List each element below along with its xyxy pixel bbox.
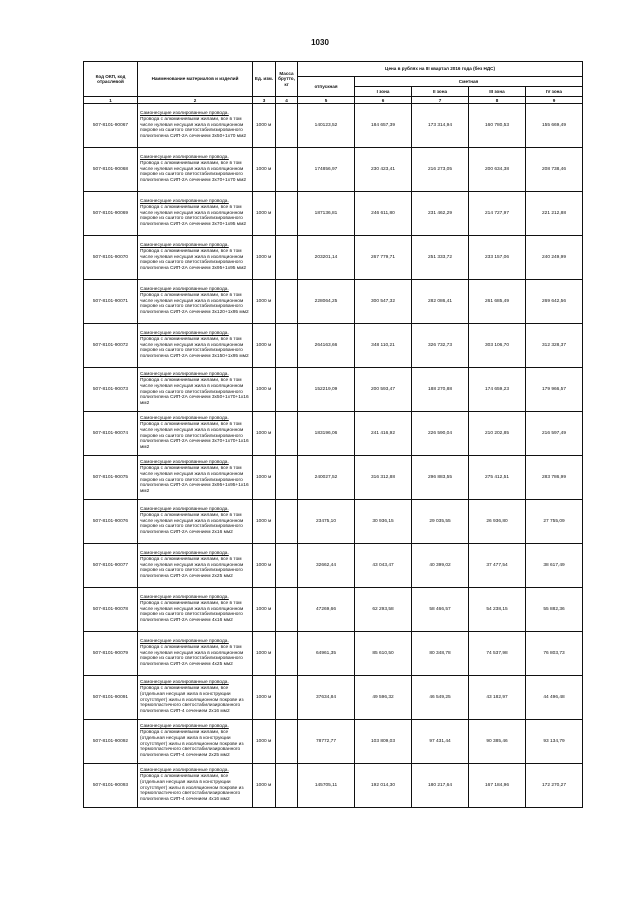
- zone-3-price: 214 727,97: [469, 192, 526, 236]
- zone-3-price: 210 202,85: [469, 412, 526, 456]
- zone-4-price: 240 249,99: [526, 236, 583, 280]
- zone-2-price: 97 431,44: [412, 720, 469, 764]
- zone-1-price: 300 547,32: [355, 280, 412, 324]
- zone-2-price: 58 466,57: [412, 588, 469, 632]
- unit-cell: 1000 м: [253, 148, 276, 192]
- zone-4-price: 93 134,79: [526, 720, 583, 764]
- table-row: [84, 764, 583, 808]
- zone-2-price: 326 732,73: [412, 324, 469, 368]
- table-header: [84, 62, 583, 104]
- column-number: 6: [355, 97, 412, 104]
- mass-cell: [276, 676, 298, 720]
- product-code: 507-8101-90075: [84, 456, 138, 500]
- product-description: Провода с алюминиевыми жилами, все в том числе нулевая несущая жила в изоляционном покрове из сшитого светостабилизированного полиэтилена СИП-2А сечением 3х150+1х95 мм2: [140, 336, 249, 360]
- zone-1-price: 49 596,32: [355, 676, 412, 720]
- zone-3-price: 37 477,54: [469, 544, 526, 588]
- column-number: 5: [298, 97, 355, 104]
- product-title: Самонесущие изолированные провода.: [140, 638, 229, 644]
- column-number: 4: [276, 97, 298, 104]
- unit-cell: 1000 м: [253, 500, 276, 544]
- mass-cell: [276, 500, 298, 544]
- product-code: 507-8101-90092: [84, 720, 138, 764]
- zone-2-price: 226 590,04: [412, 412, 469, 456]
- zone-1-price: 316 312,88: [355, 456, 412, 500]
- header-unit: Ед. изм.: [253, 62, 276, 97]
- zone-2-price: 80 348,78: [412, 632, 469, 676]
- product-description: Провода с алюминиевыми жилами, все в том числе нулевая несущая жила в изоляционном покрове из сшитого светостабилизированного полиэтилена СИП-2А сечением 2х25 мм2: [140, 556, 244, 580]
- zone-4-price: 208 738,46: [526, 148, 583, 192]
- release-price: 240027,52: [298, 456, 355, 500]
- mass-cell: [276, 192, 298, 236]
- release-price: 145705,11: [298, 764, 355, 808]
- zone-1-price: 267 779,71: [355, 236, 412, 280]
- zone-1-price: 230 423,41: [355, 148, 412, 192]
- zone-3-price: 275 412,51: [469, 456, 526, 500]
- mass-cell: [276, 632, 298, 676]
- mass-cell: [276, 456, 298, 500]
- product-description: Провода с алюминиевыми жилами, все в том числе нулевая несущая жила в изоляционном покрове из сшитого светостабилизированного полиэтилена СИП-2А сечением 2х16 мм2: [140, 512, 244, 536]
- product-description: Провода с алюминиевыми жилами, все в том числе нулевая несущая жила в изоляционном покрове из сшитого светостабилизированного полиэтилена СИП-2А сечением 4х25 мм2: [140, 644, 244, 668]
- product-code: 507-8101-90091: [84, 676, 138, 720]
- zone-1-price: 103 809,03: [355, 720, 412, 764]
- release-price: 64961,35: [298, 632, 355, 676]
- zone-1-price: 62 293,58: [355, 588, 412, 632]
- unit-cell: 1000 м: [253, 764, 276, 808]
- column-number-row: [84, 97, 583, 104]
- zone-1-price: 348 110,21: [355, 324, 412, 368]
- product-code: 507-8101-90069: [84, 192, 138, 236]
- zone-3-price: 90 385,46: [469, 720, 526, 764]
- product-description: Провода с алюминиевыми жилами, все (отдельная несущая жила в конструкции отсутствует) жилы в изоляционном покрове из термопластичного светостабилизированного полиэтилена СИП-4 сечением 2х16 мм2: [140, 685, 244, 715]
- table-row: [84, 104, 583, 148]
- zone-2-price: 188 270,88: [412, 368, 469, 412]
- table-body: [84, 104, 583, 808]
- zone-1-price: 30 936,15: [355, 500, 412, 544]
- mass-cell: [276, 236, 298, 280]
- column-number: 3: [253, 97, 276, 104]
- table-row: [84, 368, 583, 412]
- zone-4-price: 55 882,36: [526, 588, 583, 632]
- product-title: Самонесущие изолированные провода.: [140, 110, 229, 116]
- header-mass: Масса брутто, кг: [276, 62, 298, 97]
- unit-cell: 1000 м: [253, 676, 276, 720]
- product-code: 507-8101-90071: [84, 280, 138, 324]
- product-title: Самонесущие изолированные провода.: [140, 371, 229, 377]
- product-title: Самонесущие изолированные провода.: [140, 594, 229, 600]
- table-row: [84, 456, 583, 500]
- product-description: Провода с алюминиевыми жилами, все в том числе нулевая несущая жила в изоляционном покрове из сшитого светостабилизированного полиэтилена СИП-2А сечением 3х70+1х95 мм2: [140, 204, 247, 228]
- zone-3-price: 74 537,98: [469, 632, 526, 676]
- header-zone-2: II зона: [412, 87, 469, 97]
- zone-3-price: 233 157,06: [469, 236, 526, 280]
- zone-1-price: 184 657,39: [355, 104, 412, 148]
- zone-3-price: 303 106,70: [469, 324, 526, 368]
- zone-4-price: 44 496,48: [526, 676, 583, 720]
- product-name: [138, 104, 253, 148]
- product-code: 507-8101-90076: [84, 500, 138, 544]
- product-code: 507-8101-90078: [84, 588, 138, 632]
- zone-4-price: 312 328,37: [526, 324, 583, 368]
- zone-4-price: 155 669,49: [526, 104, 583, 148]
- table-row: [84, 632, 583, 676]
- mass-cell: [276, 764, 298, 808]
- zone-2-price: 282 086,41: [412, 280, 469, 324]
- mass-cell: [276, 368, 298, 412]
- release-price: 174856,97: [298, 148, 355, 192]
- product-code: 507-8101-90072: [84, 324, 138, 368]
- product-name: [138, 676, 253, 720]
- table-row: [84, 192, 583, 236]
- mass-cell: [276, 148, 298, 192]
- product-name: [138, 148, 253, 192]
- zone-2-price: 231 462,29: [412, 192, 469, 236]
- product-description: Провода с алюминиевыми жилами, все (отдельная несущая жила в конструкции отсутствует) жилы в изоляционном покрове из термопластичного светостабилизированного полиэтилена СИП-4 сечением 2х25 мм2: [140, 729, 244, 759]
- product-title: Самонесущие изолированные провода.: [140, 459, 229, 465]
- table-row: [84, 236, 583, 280]
- zone-1-price: 200 593,47: [355, 368, 412, 412]
- product-name: [138, 412, 253, 456]
- product-title: Самонесущие изолированные провода.: [140, 154, 229, 160]
- unit-cell: 1000 м: [253, 280, 276, 324]
- release-price: 140123,52: [298, 104, 355, 148]
- product-description: Провода с алюминиевыми жилами, все в том числе нулевая несущая жила в изоляционном покрове из сшитого светостабилизированного полиэтилена СИП-2А сечением 3х70+1х70 мм2: [140, 160, 247, 184]
- mass-cell: [276, 324, 298, 368]
- unit-cell: 1000 м: [253, 324, 276, 368]
- zone-1-price: 43 043,47: [355, 544, 412, 588]
- product-description: Провода с алюминиевыми жилами, все в том числе нулевая несущая жила в изоляционном покрове из сшитого светостабилизированного полиэтилена СИП-2А сечением 3х50+1х70 мм2: [140, 116, 247, 140]
- zone-4-price: 76 803,73: [526, 632, 583, 676]
- page-bottom-margin: [83, 889, 582, 905]
- release-price: 37634,84: [298, 676, 355, 720]
- product-name: [138, 764, 253, 808]
- product-name: [138, 632, 253, 676]
- zone-2-price: 296 883,55: [412, 456, 469, 500]
- mass-cell: [276, 588, 298, 632]
- column-number: 7: [412, 97, 469, 104]
- zone-2-price: 40 399,02: [412, 544, 469, 588]
- unit-cell: 1000 м: [253, 192, 276, 236]
- header-zone-3: III зона: [469, 87, 526, 97]
- release-price: 152219,09: [298, 368, 355, 412]
- zone-4-price: 172 270,27: [526, 764, 583, 808]
- product-name: [138, 456, 253, 500]
- release-price: 203201,14: [298, 236, 355, 280]
- product-title: Самонесущие изолированные провода.: [140, 330, 229, 336]
- product-name: [138, 544, 253, 588]
- unit-cell: 1000 м: [253, 412, 276, 456]
- product-title: Самонесущие изолированные провода.: [140, 550, 229, 556]
- unit-cell: 1000 м: [253, 544, 276, 588]
- table-row: [84, 324, 583, 368]
- product-title: Самонесущие изолированные провода.: [140, 767, 229, 773]
- table-row: [84, 588, 583, 632]
- zone-3-price: 160 780,53: [469, 104, 526, 148]
- product-code: 507-8101-90093: [84, 764, 138, 808]
- zone-2-price: 216 273,05: [412, 148, 469, 192]
- release-price: 32662,44: [298, 544, 355, 588]
- unit-cell: 1000 м: [253, 720, 276, 764]
- product-description: Провода с алюминиевыми жилами, все в том числе нулевая несущая жила в изоляционном покрове из сшитого светостабилизированного полиэтилена СИП-2А сечением 3х95+1х95 мм2: [140, 248, 247, 272]
- unit-cell: 1000 м: [253, 104, 276, 148]
- product-code: 507-8101-90077: [84, 544, 138, 588]
- product-description: Провода с алюминиевыми жилами, все в том числе нулевая несущая жила в изоляционном покрове из сшитого светостабилизированного полиэтилена СИП-2А сечением 3х95+1х95+1х16 мм2: [140, 465, 249, 495]
- product-name: [138, 192, 253, 236]
- page-number: 1030: [311, 38, 329, 47]
- product-code: 507-8101-90073: [84, 368, 138, 412]
- mass-cell: [276, 104, 298, 148]
- table-row: [84, 720, 583, 764]
- table-row: [84, 676, 583, 720]
- zone-1-price: 246 611,80: [355, 192, 412, 236]
- zone-3-price: 261 685,49: [469, 280, 526, 324]
- table-row: [84, 148, 583, 192]
- zone-2-price: 251 333,72: [412, 236, 469, 280]
- header-price-group: Цена в рублях на III квартал 2016 года (без НДС): [298, 62, 583, 77]
- product-name: [138, 324, 253, 368]
- zone-4-price: 38 617,49: [526, 544, 583, 588]
- zone-3-price: 174 659,23: [469, 368, 526, 412]
- product-code: 507-8101-90079: [84, 632, 138, 676]
- column-number: 2: [138, 97, 253, 104]
- product-description: Провода с алюминиевыми жилами, все в том числе нулевая несущая жила в изоляционном покрове из сшитого светостабилизированного полиэтилена СИП-2А сечением 3х50+1х70+1х16 мм2: [140, 377, 249, 407]
- product-description: Провода с алюминиевыми жилами, все в том числе нулевая несущая жила в изоляционном покрове из сшитого светостабилизированного полиэтилена СИП-2А сечением 4х16 мм2: [140, 600, 244, 624]
- product-title: Самонесущие изолированные провода.: [140, 286, 229, 292]
- zone-1-price: 192 014,30: [355, 764, 412, 808]
- unit-cell: 1000 м: [253, 588, 276, 632]
- zone-4-price: 216 597,49: [526, 412, 583, 456]
- product-description: Провода с алюминиевыми жилами, все (отдельная несущая жила в конструкции отсутствует) жилы в изоляционном покрове из термопластичного светостабилизированного полиэтилена СИП-4 сечением 4х16 мм2: [140, 773, 244, 803]
- price-table: [83, 61, 583, 808]
- mass-cell: [276, 720, 298, 764]
- release-price: 47269,66: [298, 588, 355, 632]
- zone-1-price: 85 610,50: [355, 632, 412, 676]
- release-price: 187136,81: [298, 192, 355, 236]
- header-zone-4: IV зона: [526, 87, 583, 97]
- header-code: Код ОКП, код отраслевой: [84, 62, 138, 97]
- column-number: 9: [526, 97, 583, 104]
- mass-cell: [276, 280, 298, 324]
- product-name: [138, 588, 253, 632]
- zone-2-price: 29 035,55: [412, 500, 469, 544]
- product-name: [138, 280, 253, 324]
- zone-3-price: 54 238,15: [469, 588, 526, 632]
- product-name: [138, 368, 253, 412]
- header-estimate: Сметная: [355, 77, 583, 87]
- release-price: 23475,10: [298, 500, 355, 544]
- zone-2-price: 173 314,94: [412, 104, 469, 148]
- zone-3-price: 200 634,38: [469, 148, 526, 192]
- release-price: 264163,66: [298, 324, 355, 368]
- product-code: 507-8101-90067: [84, 104, 138, 148]
- header-name: Наименование материалов и изделий: [138, 62, 253, 97]
- zone-3-price: 26 936,80: [469, 500, 526, 544]
- product-title: Самонесущие изолированные провода.: [140, 242, 229, 248]
- unit-cell: 1000 м: [253, 236, 276, 280]
- product-description: Провода с алюминиевыми жилами, все в том числе нулевая несущая жила в изоляционном покрове из сшитого светостабилизированного полиэтилена СИП-2А сечением 3х70+1х70+1х16 мм2: [140, 421, 249, 451]
- unit-cell: 1000 м: [253, 632, 276, 676]
- column-number: 1: [84, 97, 138, 104]
- product-name: [138, 236, 253, 280]
- mass-cell: [276, 412, 298, 456]
- product-title: Самонесущие изолированные провода.: [140, 506, 229, 512]
- zone-3-price: 167 184,96: [469, 764, 526, 808]
- zone-4-price: 269 642,56: [526, 280, 583, 324]
- zone-3-price: 43 182,97: [469, 676, 526, 720]
- release-price: 183196,06: [298, 412, 355, 456]
- table-row: [84, 280, 583, 324]
- table-row: [84, 544, 583, 588]
- product-name: [138, 500, 253, 544]
- zone-2-price: 180 217,64: [412, 764, 469, 808]
- header-release: отпускная: [298, 77, 355, 97]
- zone-1-price: 241 416,92: [355, 412, 412, 456]
- zone-4-price: 221 212,88: [526, 192, 583, 236]
- product-name: [138, 720, 253, 764]
- product-title: Самонесущие изолированные провода.: [140, 679, 229, 685]
- product-title: Самонесущие изолированные провода.: [140, 198, 229, 204]
- product-code: 507-8101-90070: [84, 236, 138, 280]
- zone-2-price: 46 549,25: [412, 676, 469, 720]
- zone-4-price: 179 966,57: [526, 368, 583, 412]
- product-code: 507-8101-90068: [84, 148, 138, 192]
- unit-cell: 1000 м: [253, 456, 276, 500]
- mass-cell: [276, 544, 298, 588]
- product-code: 507-8101-90074: [84, 412, 138, 456]
- table-row: [84, 412, 583, 456]
- release-price: 228064,25: [298, 280, 355, 324]
- release-price: 78772,77: [298, 720, 355, 764]
- table-row: [84, 500, 583, 544]
- column-number: 8: [469, 97, 526, 104]
- unit-cell: 1000 м: [253, 368, 276, 412]
- product-description: Провода с алюминиевыми жилами, все в том числе нулевая несущая жила в изоляционном покрове из сшитого светостабилизированного полиэтилена СИП-2А сечением 3х120+1х95 мм2: [140, 292, 249, 316]
- product-title: Самонесущие изолированные провода.: [140, 415, 229, 421]
- product-title: Самонесущие изолированные провода.: [140, 723, 229, 729]
- header-zone-1: I зона: [355, 87, 412, 97]
- zone-4-price: 27 755,09: [526, 500, 583, 544]
- zone-4-price: 283 786,99: [526, 456, 583, 500]
